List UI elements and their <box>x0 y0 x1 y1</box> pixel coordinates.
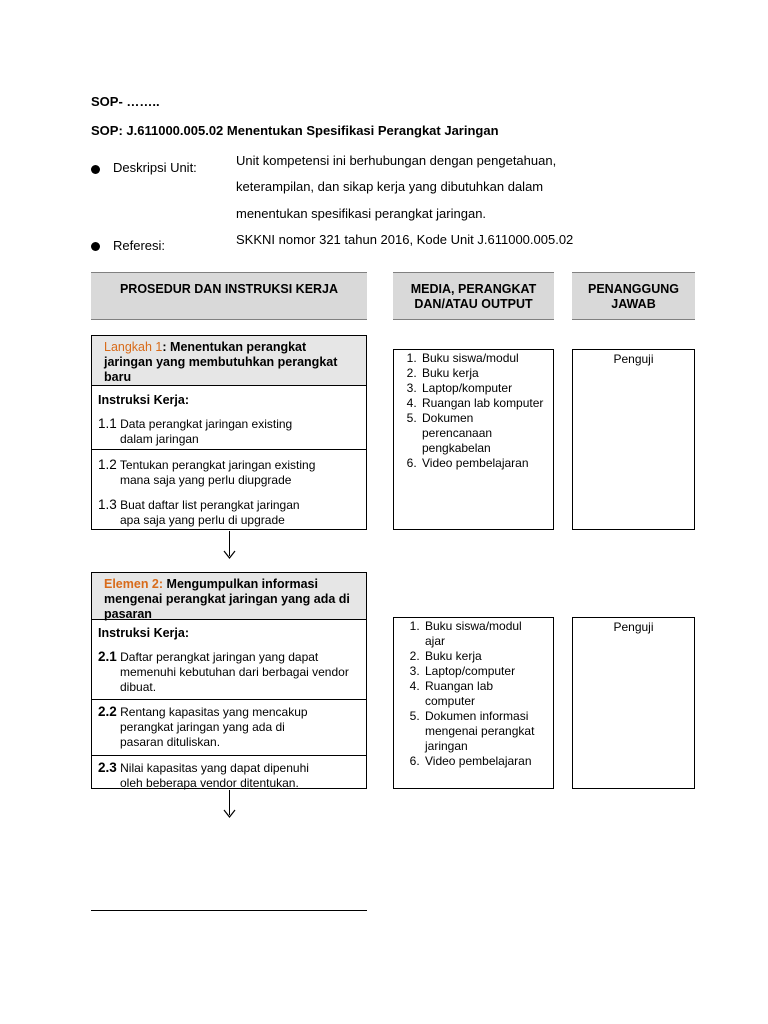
instruction-1-3: 1.3 Buat daftar list perangkat jaringan apa saja yang perlu di upgrade <box>98 497 300 527</box>
instruction-2-2: 2.2 Rentang kapasitas yang mencakup perangkat jaringan yang ada di pasaran dituliskan. <box>98 704 308 749</box>
instruction-1-1: 1.1 Data perangkat jaringan existing dalam jaringan <box>98 416 293 446</box>
deskripsi-line: menentukan spesifikasi perangkat jaringan. <box>236 206 487 221</box>
step-2-card <box>91 572 367 789</box>
arrow-down-icon <box>223 550 236 560</box>
deskripsi-label: Deskripsi Unit: <box>113 160 197 175</box>
arrow-down-icon <box>223 809 236 819</box>
step-1-media-list <box>394 351 553 471</box>
instruction-2-3: 2.3 Nilai kapasitas yang dapat dipenuhi oleh beberapa vendor ditentukan. <box>98 760 309 790</box>
header-media: MEDIA, PERANGKAT DAN/ATAU OUTPUT <box>393 272 554 320</box>
step-2-penanggung: Penguji <box>572 617 695 789</box>
bullet-icon <box>91 165 100 174</box>
bullet-icon <box>91 242 100 251</box>
referensi-label: Referesi: <box>113 238 166 253</box>
referensi-value: SKKNI nomor 321 tahun 2016, Kode Unit J.611000.005.02 <box>236 232 574 247</box>
step-2-title: Elemen 2: Mengumpulkan informasi mengenai perangkat jaringan yang ada di pasaran <box>92 573 366 620</box>
step-2-section-a <box>92 620 366 700</box>
step-2-media-box <box>393 617 554 789</box>
media-item: 2. Buku kerja <box>423 649 553 664</box>
step-1-section-a <box>92 386 366 450</box>
instruction-2-1: 2.1 Daftar perangkat jaringan yang dapat memenuhi kebutuhan dari berbagai vendor dibuat. <box>98 649 349 694</box>
deskripsi-line: keterampilan, dan sikap kerja yang dibutuhkan dalam <box>236 179 544 194</box>
step-2-media-list <box>394 619 553 769</box>
media-item: 3. Laptop/komputer <box>420 381 553 396</box>
step-2-section-b <box>92 700 366 756</box>
media-item: 2. Buku kerja <box>420 366 553 381</box>
step-1-card <box>91 335 367 530</box>
instruksi-label: Instruksi Kerja: <box>98 393 190 407</box>
media-item: 5. Dokumen perencanaan pengkabelan <box>420 411 553 456</box>
footnote-divider <box>91 910 367 911</box>
step-1-media-box <box>393 349 554 530</box>
media-item: 4. Ruangan lab komputer <box>420 396 553 411</box>
media-item: 4. Ruangan lab computer <box>423 679 553 709</box>
media-item: 1. Buku siswa/modul ajar <box>423 619 553 649</box>
header-prosedur: PROSEDUR DAN INSTRUKSI KERJA <box>91 272 367 320</box>
step-1-section-b <box>92 450 366 528</box>
deskripsi-line: Unit kompetensi ini berhubungan dengan pengetahuan, <box>236 153 557 168</box>
media-item: 5. Dokumen informasi mengenai perangkat jaringan <box>423 709 553 754</box>
media-item: 6. Video pembelajaran <box>423 754 553 769</box>
instruction-1-2: 1.2 Tentukan perangkat jaringan existing mana saja yang perlu diupgrade <box>98 457 316 487</box>
media-item: 3. Laptop/computer <box>423 664 553 679</box>
media-item: 6. Video pembelajaran <box>420 456 553 471</box>
instruksi-label: Instruksi Kerja: <box>98 626 190 640</box>
sop-title: SOP: J.611000.005.02 Menentukan Spesifikasi Perangkat Jaringan <box>91 123 499 138</box>
step-2-section-c <box>92 756 366 791</box>
media-item: 1. Buku siswa/modul <box>420 351 553 366</box>
sop-placeholder: SOP- …….. <box>91 94 160 109</box>
step-1-title: Langkah 1: Menentukan perangkat jaringan yang membutuhkan perangkat baru <box>92 336 366 386</box>
header-penanggung: PENANGGUNG JAWAB <box>572 272 695 320</box>
step-1-penanggung: Penguji <box>572 349 695 530</box>
